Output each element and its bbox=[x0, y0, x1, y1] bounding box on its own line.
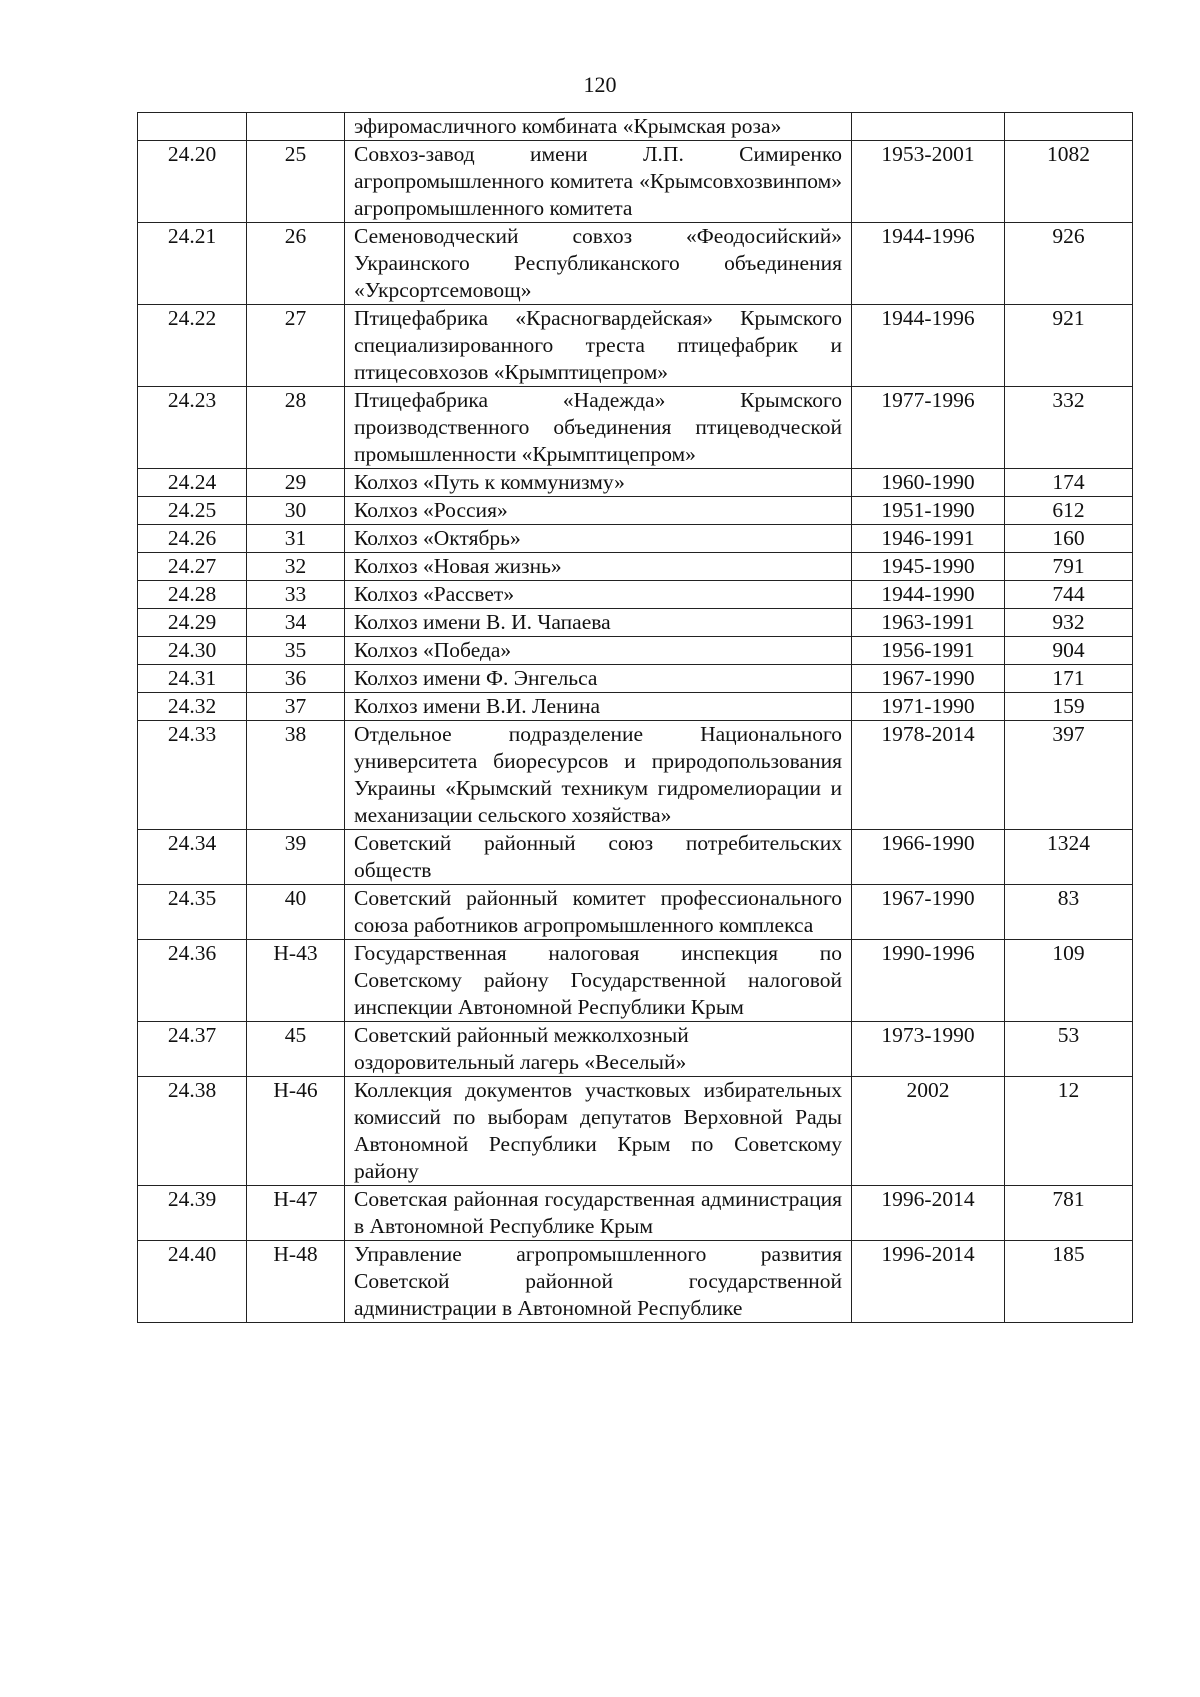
files-count-cell: 1324 bbox=[1005, 830, 1133, 885]
row-number-cell: 24.25 bbox=[138, 497, 247, 525]
date-range-cell: 1966-1990 bbox=[852, 830, 1005, 885]
files-count-cell: 932 bbox=[1005, 609, 1133, 637]
files-count-cell: 332 bbox=[1005, 387, 1133, 469]
files-count-cell: 185 bbox=[1005, 1241, 1133, 1323]
fund-title-cell: Птицефабрика «Красногвардейская» Крымского специализированного треста птицефабрик и птицесовхозов «Крымптицепром» bbox=[345, 305, 852, 387]
fund-number-cell: 38 bbox=[247, 721, 345, 830]
date-range-cell: 1971-1990 bbox=[852, 693, 1005, 721]
row-number-cell: 24.35 bbox=[138, 885, 247, 940]
row-number-cell: 24.22 bbox=[138, 305, 247, 387]
row-number-cell bbox=[138, 113, 247, 141]
date-range-cell: 1990-1996 bbox=[852, 940, 1005, 1022]
fund-title-cell: Советский районный межколхозный оздоровительный лагерь «Веселый» bbox=[345, 1022, 852, 1077]
fund-number-cell: 39 bbox=[247, 830, 345, 885]
date-range-cell: 1996-2014 bbox=[852, 1186, 1005, 1241]
fund-number-cell: 26 bbox=[247, 223, 345, 305]
date-range-cell: 1978-2014 bbox=[852, 721, 1005, 830]
fund-title-cell: Колхоз «Рассвет» bbox=[345, 581, 852, 609]
row-number-cell: 24.36 bbox=[138, 940, 247, 1022]
files-count-cell: 109 bbox=[1005, 940, 1133, 1022]
date-range-cell: 1953-2001 bbox=[852, 141, 1005, 223]
files-count-cell: 53 bbox=[1005, 1022, 1133, 1077]
fund-title-cell: Государственная налоговая инспекция по Советскому району Государственной налоговой инспекции Автономной Республики Крым bbox=[345, 940, 852, 1022]
table-row bbox=[138, 525, 1133, 553]
fund-number-cell: 25 bbox=[247, 141, 345, 223]
fund-number-cell: 30 bbox=[247, 497, 345, 525]
table-row bbox=[138, 553, 1133, 581]
row-number-cell: 24.40 bbox=[138, 1241, 247, 1323]
table-row bbox=[138, 113, 1133, 141]
fund-title-cell: эфиромасличного комбината «Крымская роза» bbox=[345, 113, 852, 141]
files-count-cell: 781 bbox=[1005, 1186, 1133, 1241]
table-row bbox=[138, 637, 1133, 665]
fund-number-cell bbox=[247, 113, 345, 141]
table-row bbox=[138, 665, 1133, 693]
fund-number-cell: 45 bbox=[247, 1022, 345, 1077]
fund-number-cell: Н-47 bbox=[247, 1186, 345, 1241]
row-number-cell: 24.27 bbox=[138, 553, 247, 581]
fund-number-cell: 27 bbox=[247, 305, 345, 387]
table-row bbox=[138, 305, 1133, 387]
files-count-cell: 904 bbox=[1005, 637, 1133, 665]
files-count-cell: 174 bbox=[1005, 469, 1133, 497]
table-row bbox=[138, 223, 1133, 305]
files-count-cell: 159 bbox=[1005, 693, 1133, 721]
files-count-cell: 12 bbox=[1005, 1077, 1133, 1186]
row-number-cell: 24.33 bbox=[138, 721, 247, 830]
page-number: 120 bbox=[583, 72, 617, 97]
row-number-cell: 24.23 bbox=[138, 387, 247, 469]
date-range-cell: 1944-1996 bbox=[852, 305, 1005, 387]
fund-title-cell: Колхоз имени В.И. Ленина bbox=[345, 693, 852, 721]
fund-number-cell: Н-43 bbox=[247, 940, 345, 1022]
row-number-cell: 24.38 bbox=[138, 1077, 247, 1186]
table-row bbox=[138, 1022, 1133, 1077]
table-row bbox=[138, 830, 1133, 885]
fund-number-cell: 35 bbox=[247, 637, 345, 665]
fund-title-cell: Колхоз имени Ф. Энгельса bbox=[345, 665, 852, 693]
fund-number-cell: 33 bbox=[247, 581, 345, 609]
table-row bbox=[138, 141, 1133, 223]
archive-fund-table bbox=[137, 112, 1133, 1323]
table-row bbox=[138, 609, 1133, 637]
table-row bbox=[138, 497, 1133, 525]
files-count-cell: 1082 bbox=[1005, 141, 1133, 223]
date-range-cell: 1944-1990 bbox=[852, 581, 1005, 609]
date-range-cell: 1944-1996 bbox=[852, 223, 1005, 305]
date-range-cell: 1977-1996 bbox=[852, 387, 1005, 469]
table-row bbox=[138, 693, 1133, 721]
row-number-cell: 24.21 bbox=[138, 223, 247, 305]
date-range-cell: 1963-1991 bbox=[852, 609, 1005, 637]
fund-title-cell: Советский районный союз потребительских обществ bbox=[345, 830, 852, 885]
fund-title-cell: Колхоз имени В. И. Чапаева bbox=[345, 609, 852, 637]
fund-number-cell: 29 bbox=[247, 469, 345, 497]
date-range-cell: 1945-1990 bbox=[852, 553, 1005, 581]
fund-title-cell: Птицефабрика «Надежда» Крымского производственного объединения птицеводческой промышленности «Крымптицепром» bbox=[345, 387, 852, 469]
date-range-cell: 1967-1990 bbox=[852, 665, 1005, 693]
fund-title-cell: Совхоз-завод имени Л.П. Симиренко агропромышленного комитета «Крымсовхозвинпом» агропромышленного комитета bbox=[345, 141, 852, 223]
table-row bbox=[138, 940, 1133, 1022]
table-row bbox=[138, 581, 1133, 609]
fund-title-cell: Коллекция документов участковых избирательных комиссий по выборам депутатов Верховной Рады Автономной Республики Крым по Советскому району bbox=[345, 1077, 852, 1186]
files-count-cell: 612 bbox=[1005, 497, 1133, 525]
fund-title-cell: Колхоз «Путь к коммунизму» bbox=[345, 469, 852, 497]
date-range-cell: 1973-1990 bbox=[852, 1022, 1005, 1077]
row-number-cell: 24.29 bbox=[138, 609, 247, 637]
table-row bbox=[138, 387, 1133, 469]
date-range-cell: 2002 bbox=[852, 1077, 1005, 1186]
date-range-cell: 1956-1991 bbox=[852, 637, 1005, 665]
fund-number-cell: Н-46 bbox=[247, 1077, 345, 1186]
table-row bbox=[138, 1077, 1133, 1186]
date-range-cell: 1996-2014 bbox=[852, 1241, 1005, 1323]
files-count-cell bbox=[1005, 113, 1133, 141]
fund-number-cell: 40 bbox=[247, 885, 345, 940]
files-count-cell: 744 bbox=[1005, 581, 1133, 609]
row-number-cell: 24.26 bbox=[138, 525, 247, 553]
table-row bbox=[138, 721, 1133, 830]
table-row bbox=[138, 1186, 1133, 1241]
files-count-cell: 397 bbox=[1005, 721, 1133, 830]
files-count-cell: 926 bbox=[1005, 223, 1133, 305]
fund-number-cell: 28 bbox=[247, 387, 345, 469]
table-row bbox=[138, 1241, 1133, 1323]
table-body bbox=[138, 113, 1133, 1323]
files-count-cell: 83 bbox=[1005, 885, 1133, 940]
row-number-cell: 24.20 bbox=[138, 141, 247, 223]
fund-title-cell: Колхоз «Победа» bbox=[345, 637, 852, 665]
fund-number-cell: 31 bbox=[247, 525, 345, 553]
files-count-cell: 921 bbox=[1005, 305, 1133, 387]
row-number-cell: 24.28 bbox=[138, 581, 247, 609]
fund-number-cell: 32 bbox=[247, 553, 345, 581]
fund-title-cell: Колхоз «Россия» bbox=[345, 497, 852, 525]
fund-number-cell: 36 bbox=[247, 665, 345, 693]
date-range-cell: 1960-1990 bbox=[852, 469, 1005, 497]
fund-number-cell: 37 bbox=[247, 693, 345, 721]
table-row bbox=[138, 885, 1133, 940]
fund-title-cell: Семеноводческий совхоз «Феодосийский» Украинского Республиканского объединения «Укрсортсемовощ» bbox=[345, 223, 852, 305]
row-number-cell: 24.32 bbox=[138, 693, 247, 721]
fund-title-cell: Колхоз «Новая жизнь» bbox=[345, 553, 852, 581]
row-number-cell: 24.30 bbox=[138, 637, 247, 665]
row-number-cell: 24.37 bbox=[138, 1022, 247, 1077]
date-range-cell: 1951-1990 bbox=[852, 497, 1005, 525]
fund-number-cell: 34 bbox=[247, 609, 345, 637]
files-count-cell: 791 bbox=[1005, 553, 1133, 581]
fund-title-cell: Управление агропромышленного развития Советской районной государственной администрации в Автономной Республике bbox=[345, 1241, 852, 1323]
row-number-cell: 24.34 bbox=[138, 830, 247, 885]
fund-title-cell: Отдельное подразделение Национального университета биоресурсов и природопользования Украины «Крымский техникум гидромелиорации и механизации сельского хозяйства» bbox=[345, 721, 852, 830]
files-count-cell: 171 bbox=[1005, 665, 1133, 693]
fund-title-cell: Колхоз «Октябрь» bbox=[345, 525, 852, 553]
files-count-cell: 160 bbox=[1005, 525, 1133, 553]
table-row bbox=[138, 469, 1133, 497]
date-range-cell bbox=[852, 113, 1005, 141]
fund-title-cell: Советский районный комитет профессионального союза работников агропромышленного комплекса bbox=[345, 885, 852, 940]
date-range-cell: 1967-1990 bbox=[852, 885, 1005, 940]
date-range-cell: 1946-1991 bbox=[852, 525, 1005, 553]
fund-title-cell: Советская районная государственная администрация в Автономной Республике Крым bbox=[345, 1186, 852, 1241]
fund-number-cell: Н-48 bbox=[247, 1241, 345, 1323]
row-number-cell: 24.24 bbox=[138, 469, 247, 497]
row-number-cell: 24.39 bbox=[138, 1186, 247, 1241]
row-number-cell: 24.31 bbox=[138, 665, 247, 693]
